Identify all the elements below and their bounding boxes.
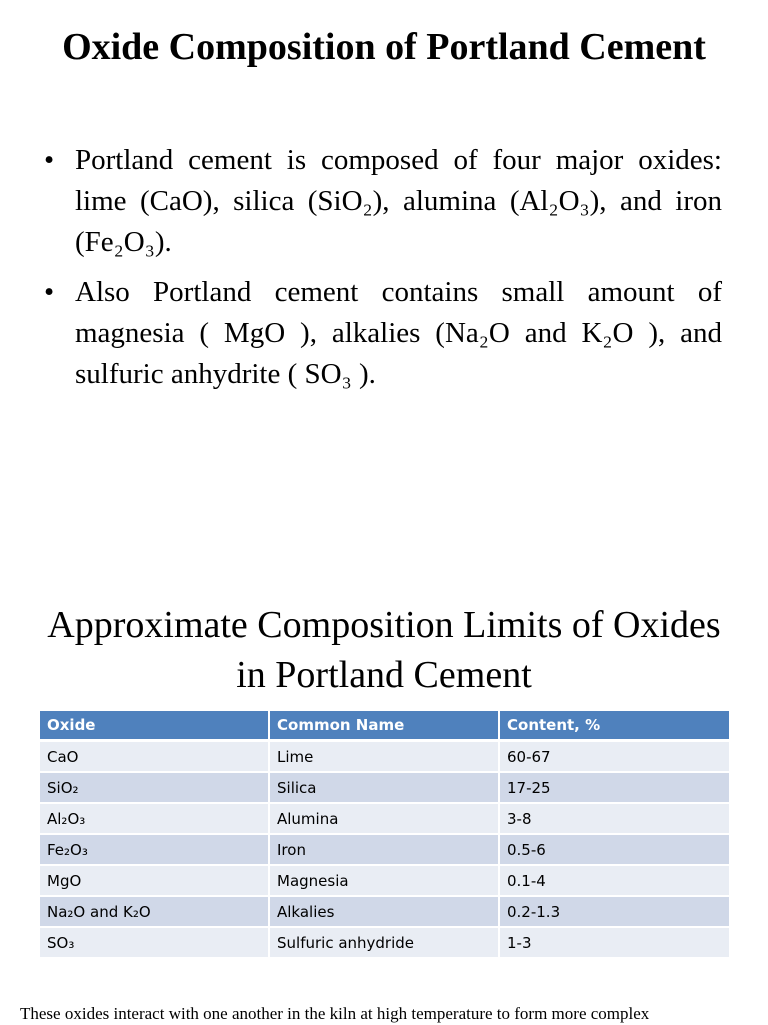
- cell-oxide: SO₃: [40, 927, 269, 958]
- footer-paragraph: These oxides interact with one another in the kiln at high temperature to form more complex: [20, 1004, 650, 1023]
- bullet-item: [40, 272, 722, 395]
- cell-content: 0.5-6: [499, 834, 729, 865]
- bullet-text: Portland cement is composed of four major oxides: lime (CaO), silica (SiO₂), alumina (Al₂O₃), and iron (Fe₂O₃).: [75, 144, 722, 258]
- table-row: [40, 927, 729, 958]
- header-common-name: Common Name: [269, 711, 499, 741]
- table-header-row: [40, 711, 729, 741]
- bullet-text: Also Portland cement contains small amount of magnesia ( MgO ), alkalies (Na₂O and K₂O ), and sulfuric anhydrite ( SO₃ ).: [75, 276, 722, 390]
- cell-common-name: Silica: [269, 772, 499, 803]
- cell-content: 60-67: [499, 741, 729, 773]
- table-row: [40, 803, 729, 834]
- cell-common-name: Alkalies: [269, 896, 499, 927]
- header-content: Content, %: [499, 711, 729, 741]
- cell-common-name: Lime: [269, 741, 499, 773]
- cell-common-name: Sulfuric anhydride: [269, 927, 499, 958]
- bullet-icon: •: [44, 144, 55, 176]
- cell-oxide: CaO: [40, 741, 269, 773]
- bullet-icon: •: [44, 276, 55, 308]
- slide-title: Oxide Composition of Portland Cement: [62, 26, 706, 68]
- cell-common-name: Alumina: [269, 803, 499, 834]
- cell-content: 3-8: [499, 803, 729, 834]
- cell-content: 1-3: [499, 927, 729, 958]
- bullet-list: [40, 140, 722, 404]
- cell-common-name: Iron: [269, 834, 499, 865]
- cell-common-name: Magnesia: [269, 865, 499, 896]
- composition-table: [40, 711, 729, 959]
- cell-oxide: MgO: [40, 865, 269, 896]
- cell-oxide: SiO₂: [40, 772, 269, 803]
- cell-content: 0.2-1.3: [499, 896, 729, 927]
- table-row: [40, 741, 729, 773]
- cell-oxide: Na₂O and K₂O: [40, 896, 269, 927]
- table-row: [40, 896, 729, 927]
- table-title: Approximate Composition Limits of Oxides in Portland Cement: [47, 604, 721, 696]
- bullet-item: [40, 140, 722, 263]
- table-row: [40, 865, 729, 896]
- cell-oxide: Al₂O₃: [40, 803, 269, 834]
- cell-oxide: Fe₂O₃: [40, 834, 269, 865]
- cell-content: 0.1-4: [499, 865, 729, 896]
- table-row: [40, 772, 729, 803]
- header-oxide: Oxide: [40, 711, 269, 741]
- cell-content: 17-25: [499, 772, 729, 803]
- table-row: [40, 834, 729, 865]
